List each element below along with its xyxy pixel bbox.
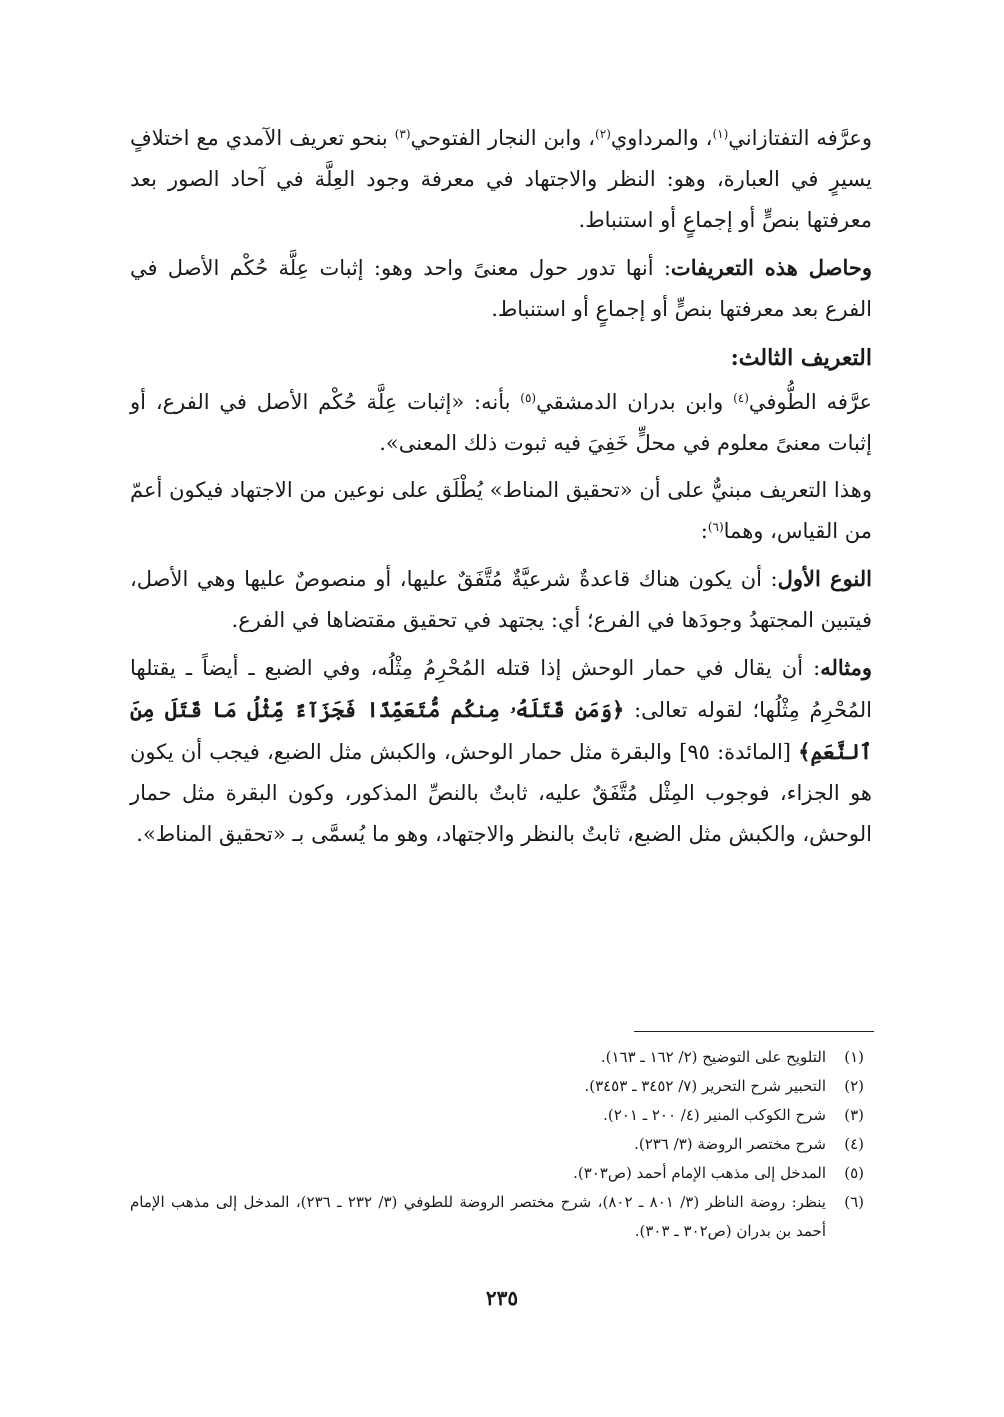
footnote-item — [130, 1188, 872, 1246]
paragraph-text: : أنها تدور حول معنىً واحد وهو: إثبات عِلَّة حُكْم الأصل في الفرع بعد معرفتها بنصٍّ أو إجماعٍ أو استنباط. — [130, 256, 872, 321]
paragraph-text: ، وابن النجار الفتوحي — [410, 126, 596, 150]
footnote-number: (١) — [844, 1048, 864, 1066]
footnote-number: (٢) — [844, 1077, 864, 1095]
heading-colon: : — [730, 345, 739, 371]
paragraph-text: عرَّفه الطُّوفي — [748, 390, 872, 414]
footnote-ref-5[interactable]: (٥) — [520, 391, 537, 405]
footnote-number: (٤) — [844, 1135, 864, 1153]
paragraph-text: : أن يقال في حمار الوحش إذا قتله المُحْرِمُ مِثْلُه، وفي الضبع ـ أيضاً ـ يقتلها المُحْرِمُ مِثْلُها؛ لقوله تعالى: — [130, 656, 873, 722]
footnote-divider — [634, 1031, 874, 1032]
paragraph-summary — [130, 247, 872, 330]
footnote-number: (٦) — [844, 1193, 864, 1211]
footnote-text: المدخل إلى مذهب الإمام أحمد (ص٣٠٣). — [573, 1164, 826, 1182]
footnote-item — [130, 1043, 872, 1072]
paragraph-first-type — [130, 558, 872, 641]
paragraph-lead: النوع الأول — [777, 566, 872, 591]
paragraph-text: بنحو تعريف الآمدي مع اختلافٍ يسيرٍ في العبارة، وهو: النظر والاجتهاد في معرفة وجود العِلَّة في آحاد الصور بعد معرفتها بنصٍّ أو إجماعٍ أو استنباط. — [130, 126, 872, 232]
footnote-ref-3[interactable]: (٣) — [394, 127, 411, 141]
footnote-text: شرح مختصر الروضة (٣/ ٢٣٦). — [634, 1135, 826, 1153]
footnote-item — [130, 1159, 872, 1188]
paragraph-text: ، والمرداوي — [610, 126, 713, 150]
section-heading-third-definition — [130, 336, 872, 380]
footnote-item — [130, 1072, 872, 1101]
paragraph-text: وعرَّفه التفتازاني — [728, 126, 872, 150]
paragraph-tufi — [130, 382, 872, 464]
footnote-ref-2[interactable]: (٢) — [595, 127, 611, 141]
paragraph-example — [130, 647, 872, 855]
footnotes — [130, 1043, 872, 1246]
paragraph-lead: وحاصل هذه التعريفات — [670, 255, 873, 280]
footnote-ref-4[interactable]: (٤) — [733, 391, 749, 405]
footnote-text: ينظر: روضة الناظر (٣/ ٨٠١ ـ ٨٠٢)، شرح مختصر الروضة للطوفي (٣/ ٢٣٢ ـ ٢٣٦)، المدخل إلى مذهب الإمام أحمد بن بدران (ص٣٠٢ ـ ٣٠٣). — [130, 1193, 826, 1240]
paragraph-text: : — [700, 519, 708, 543]
footnote-number: (٥) — [844, 1164, 864, 1182]
main-text — [130, 118, 872, 861]
paragraph-text: بأنه: «إثبات عِلَّة حُكْم الأصل في الفرع، أو إثبات معنىً معلوم في محلٍّ خَفِيَ فيه ثبوت ذلك المعنى». — [130, 390, 872, 455]
footnote-text: التحبير شرح التحرير (٧/ ٣٤٥٢ ـ ٣٤٥٣). — [584, 1077, 826, 1095]
footnote-text: التلويح على التوضيح (٢/ ١٦٢ ـ ١٦٣). — [600, 1048, 826, 1066]
footnote-ref-6[interactable]: (٦) — [707, 520, 724, 534]
footnote-item — [130, 1130, 872, 1159]
footnote-item — [130, 1101, 872, 1130]
footnote-ref-1[interactable]: (١) — [712, 127, 729, 141]
heading-text: التعريف الثالث — [738, 345, 872, 371]
paragraph-text: [المائدة: ٩٥] والبقرة مثل حمار الوحش، والكبش مثل الضبع، فيجب أن يكون هو الجزاء، فوجوب المِثْل مُتَّفَقٌ عليه، ثابتٌ بالنصِّ المذكور، وكون البقرة مثل حمار الوحش، والكبش مثل الضبع، ثابتٌ بالنظر والاجتهاد، وهو ما يُسمَّى بـ «تحقيق المناط». — [130, 740, 872, 846]
footnote-text: شرح الكوكب المنير (٤/ ٢٠٠ ـ ٢٠١). — [603, 1106, 826, 1124]
paragraph-text: : أن يكون هناك قاعدةٌ شرعيَّةٌ مُتَّفَقٌ عليها، أو منصوصٌ عليها وهي الأصل، فيتبين المجتهدُ وجودَها في الفرع؛ أي: يجتهد في تحقيق مقتضاها في الفرع. — [130, 567, 872, 632]
footnote-number: (٣) — [844, 1106, 864, 1124]
paragraph-tahqiq-manat — [130, 470, 872, 552]
paragraph-text: وهذا التعريف مبنيٌّ على أن «تحقيق المناط» يُطْلَق على نوعين من الاجتهاد فيكون أعمّ من القياس، وهما — [130, 478, 872, 543]
paragraph-text: وابن بدران الدمشقي — [536, 390, 734, 414]
page-number: ٢٣٥ — [485, 1286, 519, 1310]
quran-verse: ﴿وَمَن قَتَلَهُۥ مِنكُم مُّتَعَمِّدًا فَجَزَآءٌ مِّثْلُ مَا قَتَلَ مِنَ ٱلنَّعَمِ﴾ — [130, 697, 872, 764]
paragraph-taftazani — [130, 118, 872, 241]
paragraph-lead: ومثاله — [820, 655, 872, 680]
